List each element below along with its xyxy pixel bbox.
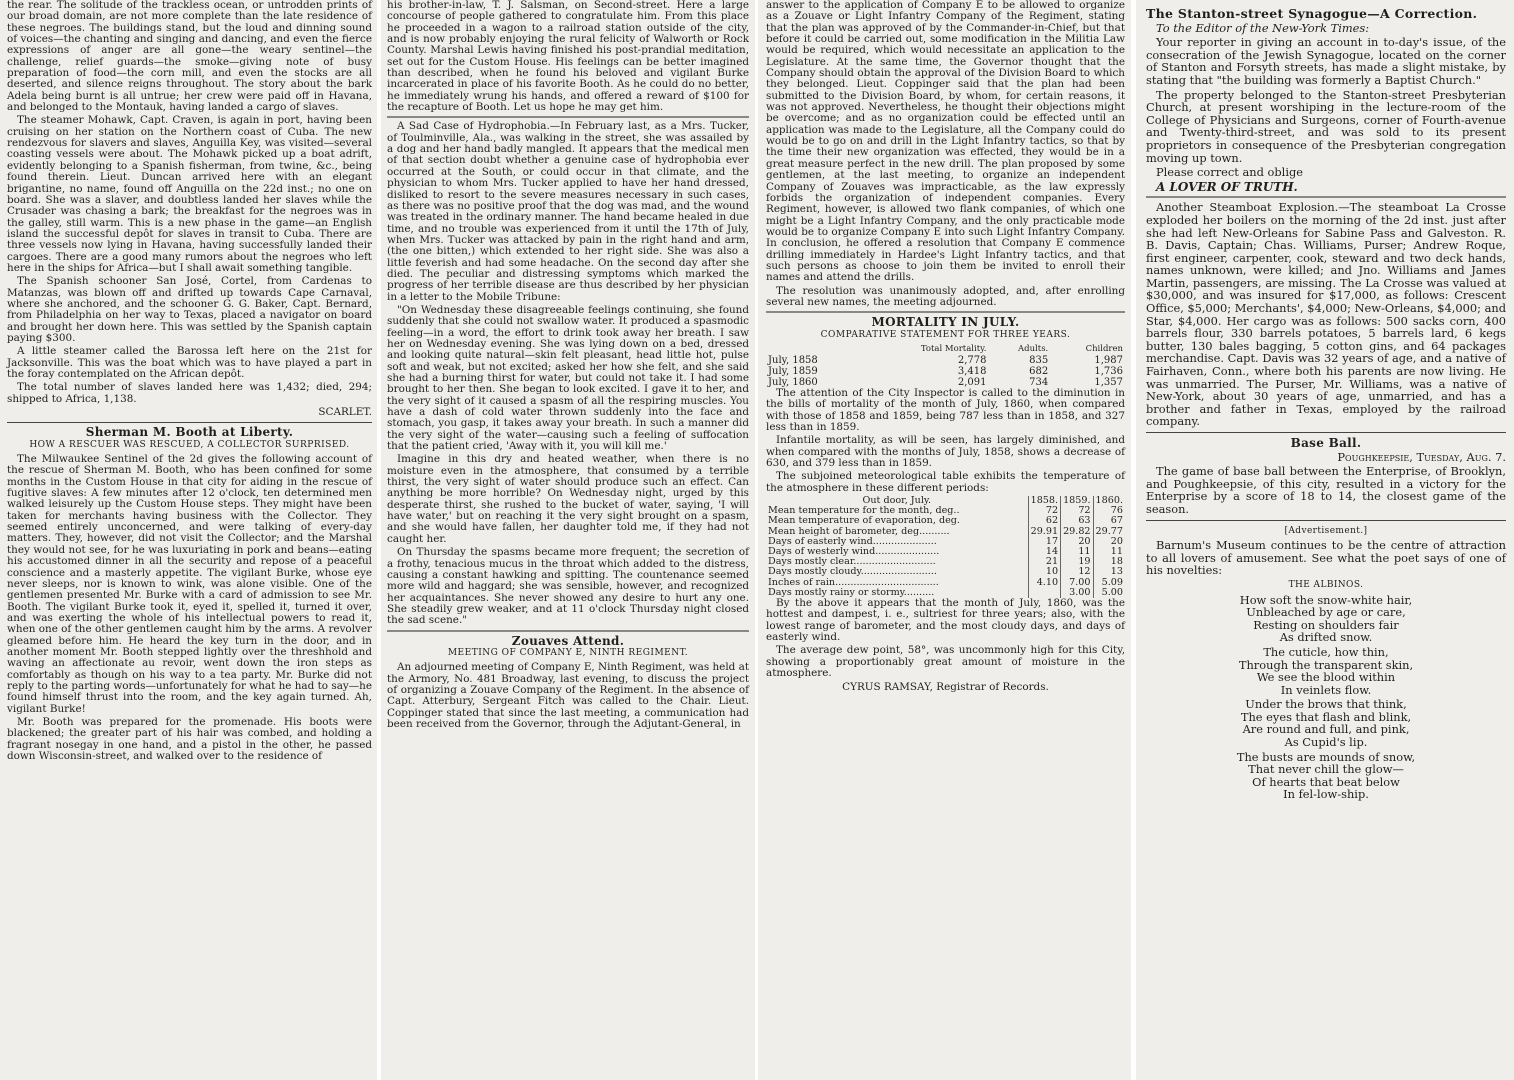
table-cell: 12 (1061, 567, 1093, 577)
table-header-cell: Adults. (1018, 343, 1049, 354)
poem-line: The busts are mounds of snow, (1236, 749, 1416, 764)
poem-line: We see the blood within (1256, 670, 1396, 685)
table-cell: Mean temperature for the month, deg.. (768, 505, 960, 517)
table-cell: 682 (1029, 365, 1049, 377)
table-cell: 29.91 (1028, 527, 1060, 537)
article-paragraph: The total number of slaves landed here was 1,432; died, 294; shipped to Africa, 1,138. (7, 381, 372, 405)
poem-stanza (1146, 751, 1506, 801)
article-paragraph: The attention of the City Inspector is called to the diminution in the bills of mortality of the month of July, 1860, when compared with those of 1858 and 1859, being 787 less than in 1858, and 327 less than in 1859. (766, 386, 1125, 433)
poem-stanza (1146, 646, 1506, 696)
table-header-cell: Out door, July. (862, 495, 932, 507)
table-cell: 62 (1028, 516, 1060, 526)
subheadline: COMPARATIVE STATEMENT FOR THREE YEARS. (820, 329, 1071, 340)
poem-line: How soft the snow-white hair, (1239, 592, 1413, 607)
advertisement-label: [Advertisement.] (1284, 525, 1368, 536)
table-cell: 17 (1028, 537, 1060, 547)
poem-line: Of hearts that beat below (1252, 774, 1400, 789)
table-cell: Days mostly cloudy......................... (768, 566, 937, 578)
table-cell: 72 (1028, 506, 1060, 516)
article-paragraph: "On Wednesday these disagreeable feelings continuing, she found suddenly that she could not swallow water. It produced a spasmodic feeling—in a word, the effort to drink took away her breath. I saw her on Wednesday evening. She was lying down on a bed, dressed and looking quite natural—skin felt pleasant, head little hot, pulse soft and weak, but not excited; asked her how she felt, and she said she had a burning thirst for water, but could not take it. I had some brought to her then. She began to look excited. I gave it to her, and the very sight of it caused a spasm of all the respiring muscles. You have a dash of cold water thrown suddenly into the face and stomach, you gasp, it takes away your breath. In such a manner did the very sight of the water—causing such a feeling of suffocation that the patient cried, 'Away with it, you will kill me.' (387, 303, 749, 453)
headline: Zouaves Attend. (511, 633, 625, 648)
headline: The Stanton-street Synagogue—A Correction. (1146, 6, 1478, 21)
table-cell: 18 (1093, 557, 1125, 567)
table-cell: 72 (1061, 506, 1093, 516)
subheadline: MEETING OF COMPANY E, NINTH REGIMENT. (447, 647, 689, 658)
article-paragraph: The game of base ball between the Enterprise, of Brooklyn, and Poughkeepsie, of this city, resulted in a victory for the Enterprise by a score of 18 to 14, the closest game of the season. (1146, 464, 1506, 516)
article-paragraph: A little steamer called the Barossa left here on the 21st for Jacksonville. This was the boat which was to have played a part in the foray contemplated on the African depôt. (7, 345, 372, 380)
table-row (766, 366, 1125, 377)
meteorological-table (766, 496, 1125, 598)
table-row (766, 355, 1125, 366)
table-cell: 1,736 (1094, 365, 1123, 377)
article-paragraph: A Sad Case of Hydrophobia.—In February last, as a Mrs. Tucker, of Toulminville, Ala., was walking in the street, she was assailed by a dog and her hand badly mangled. It appears that the medical men of that section doubt whether a genuine case of hydrophobia ever occurred at the South, or could occur in that climate, and the physician to whom Mrs. Tucker applied to have her hand dressed, disliked to resort to the severe measures necessary in such cases, as there was no positive proof that the dog was mad, and the wound was treated in the ordinary manner. The hand became healed in due time, and no trouble was experienced from it until the 17th of July, when Mrs. Tucker was attacked by pain in the right hand and arm, (the one bitten,) which extended to her right side. She was also a little feverish and had some headache. On the second day after she died. The peculiar and distressing symptoms which marked the progress of her terrible disease are thus described by her physician in a letter to the Mobile Tribune: (387, 120, 749, 303)
table-cell: 63 (1061, 516, 1093, 526)
table-cell: Mean height of barometer, deg.......... (768, 525, 950, 537)
poem-stanza (1146, 594, 1506, 644)
article-paragraph: the rear. The solitude of the trackless ocean, or untrodden prints of our broad domain, are not more complete than the late residence of these negroes. The buildings stand, but the loud and dinning sound of voices—the chanting and singing and dancing, and even the fierce expressions of anger are all gone—the weary sentinel—the challenge, relief guards—the smoke—giving note of busy preparation of food—the corn mill, and even the stocks are all deserted, and silence reigns throughout. The story about the bark Adela being burnt is all untrue; her crew were paid off in Havana, and belonged to the Montauk, having landed a cargo of slaves. (7, 0, 372, 114)
table-cell: 5.09 (1093, 578, 1125, 588)
poem-line: The eyes that flash and blink, (1240, 709, 1412, 724)
table-header-cell: 1860. (1093, 496, 1125, 506)
article-paragraph: The Milwaukee Sentinel of the 2d gives the following account of the rescue of Sherman M. Booth, who has been confined for some months in the Custom House in that city for aiding in the rescue of fugitive slaves: A few minutes after 12 o'clock, ten determined men walked leisurely up the Custom House steps. They might have been taken for merchants having business with the Collector. They seemed entirely unconcerned, and were talking of every-day matters. They, however, did not visit the Collector; and the Marshal they would not see, for he was luxuriating in pork and beans—eating his accustomed dinner in all the security and repose of a peaceful conscience and a masterly appetite. The vigilant Burke, whose eye never sleeps, nor is known to wink, was alone visible. One of the gentlemen presented Mr. Burke with a card of admission to see Mr. Booth. The vigilant Burke took it, eyed it, spelled it, turned it over, and was exerting the whole of his intellectual powers to read it, when one of the other gentlemen caught him by the arms. A revolver gleamed before him. He heard the key turn in the door, and in another moment Mr. Booth stepped lightly over the threshhold and waving an affectionate au revoir, went down the iron steps as comfortably as though on his way to a tea party. Mr. Burke did not reply to the parting words—unfortunately for what he had to say—he found himself thrust into the room, and the key again turned. Ah, vigilant Burke! (7, 453, 372, 715)
table-cell: 76 (1093, 506, 1125, 516)
article-paragraph: The subjoined meteorological table exhibits the temperature of the atmosphere in these different periods: (766, 470, 1125, 494)
table-cell: 3,418 (957, 365, 987, 377)
table-cell: Days of westerly wind..................... (768, 546, 940, 558)
table-cell: 7.00 (1061, 578, 1093, 588)
table-header-cell: 1858. (1028, 496, 1060, 506)
table-cell: July, 1860 (768, 376, 818, 388)
table-cell: Days mostly rainy or stormy.......... (768, 586, 935, 598)
poem-line: As Cupid's lip. (1284, 735, 1368, 750)
divider (1146, 520, 1506, 521)
poem-line: In veinlets flow. (1280, 682, 1372, 697)
poem-stanza (1146, 698, 1506, 748)
table-cell: 11 (1061, 547, 1093, 557)
table-cell: 2,091 (957, 376, 987, 388)
poem-line: In fel-low-ship. (1283, 787, 1369, 802)
table-cell: 1,357 (1094, 376, 1123, 388)
table-header-cell (766, 344, 863, 355)
article-paragraph: Another Steamboat Explosion.—The steamboat La Crosse exploded her boilers on the morning of the 2d inst. just after she had left New-Orleans for Sabine Pass and Galveston. R. B. Davis, Captain; Chas. Williams, Purser; Andrew Roque, first engineer, carpenter, cook, steward and two deck hands, names unknown, were killed; and Jno. Williams and James Martin, passengers, are missing. The La Crosse was valued at $30,000, and was insured for $17,000, as follows: Crescent Office, $5,000; Merchants', $4,000; New-Orleans, $4,000; and Star, $4,000. Her cargo was as follows: 500 sacks corn, 400 barrels flour, 330 barrels potatoes, 5 barrels lard, 6 kegs butter, 130 bales bagging, 5 cotton gins, and 64 packages merchandise. Capt. Davis was 32 years of age, and a native of Fairhaven, Conn., where both his parents are now living. He was unmarried. The Purser, Mr. Williams, was a native of New-York, about 30 years of age, unmarried, and has a brother and father in Texas, employed by the railroad company. (1146, 200, 1506, 429)
table-cell: 14 (1028, 547, 1060, 557)
table-header-cell: Children (1085, 343, 1123, 354)
article-paragraph: Barnum's Museum continues to be the centre of attraction to all lovers of amusement. See what the poet says of one of his novelties: (1146, 538, 1506, 578)
divider (1146, 432, 1506, 433)
article-paragraph: his brother-in-law, T. J. Salsman, on Second-street. Here a large concourse of people gathered to congratulate him. From this place he proceeded in a wagon to a railroad station outside of the city, and is now probably enjoying the rural felicity of Walworth or Rock County. Marshal Lewis having finished his post-prandial meditation, set out for the Custom House. His feelings can be better imagined than described, when he found his beloved and vigilant Burke incarcerated in place of his favorite Booth. As he could do no better, he immediately wrung his hands, and offered a reward of $100 for the recapture of Booth. Let us hope he may get him. (387, 0, 749, 114)
article-paragraph: The steamer Mohawk, Capt. Craven, is again in port, having been cruising on her station on the Northern coast of Cuba. The new rendezvous for slavers and slaves, Anguilla Key, was visited—several coasting vessels were about. The Mohawk picked up a boat adrift, evidently belonging to a Spanish fisherman, from twine, &c., being found therein. Lieut. Duncan arrived here with an elegant brigantine, no name, found off Anguilla on the 22d inst.; no one on board. She was a slaver, and doubtless landed her slaves while the Crusader was chasing a bark; the breakfast for the negroes was in the galley, still warm. This is a new phase in the game—an English island the successful depôt for slaves in transit to Cuba. There are three vessels now lying in Havana, having successfully landed their cargoes. There are a good many rumors about the negroes who left here in the ships for Africa—but I shall await something tangible. (7, 114, 372, 274)
poem-line: As drifted snow. (1279, 630, 1373, 645)
table-cell: 13 (1093, 567, 1125, 577)
poem-line: Unbleached by age or care, (1246, 605, 1406, 620)
article-paragraph: The average dew point, 58°, was uncommonly high for this City, showing a proportionably great amount of moisture in the atmosphere. (766, 644, 1125, 680)
poem-line: The cuticle, how thin, (1263, 644, 1389, 659)
table-cell: Inches of rain.................................. (768, 576, 939, 588)
mortality-table (766, 344, 1125, 388)
article-paragraph: By the above it appears that the month of July, 1860, was the hottest and dampest, i. e., sultriest for three years; also, with the lowest range of barometer, and the most cloudy days, and days of easterly wind. (766, 597, 1125, 644)
poem-line: Under the brows that think, (1245, 697, 1407, 712)
poem-line: That never chill the glow— (1248, 762, 1404, 777)
subheadline: HOW A RESCUER WAS RESCUED, A COLLECTOR SURPRISED. (29, 439, 350, 450)
column-4 (1136, 0, 1514, 1080)
table-cell: 11 (1093, 547, 1125, 557)
headline: Sherman M. Booth at Liberty. (85, 425, 294, 440)
table-header-cell: Total Mortality. (920, 343, 987, 354)
poem-line: Through the transparent skin, (1238, 657, 1414, 672)
divider (387, 116, 749, 118)
table-cell: 29.77 (1093, 527, 1125, 537)
article-paragraph: Infantile mortality, as will be seen, has largely diminished, and when compared with the months of July, 1858, shows a decrease of 630, and 379 less than in 1859. (766, 434, 1125, 470)
table-cell: 3.00 (1061, 588, 1093, 598)
poem-line: Resting on shoulders fair (1253, 617, 1399, 632)
divider (7, 422, 372, 423)
column-1 (0, 0, 377, 1080)
column-3 (758, 0, 1131, 1080)
article-paragraph: Your reporter in giving an account in to-day's issue, of the consecration of the Jewish Synagogue, located on the corner of Stanton and Forsyth streets, has made a slight mistake, by stating that "the building was formerly a Baptist Church." (1146, 35, 1506, 87)
table-cell: 67 (1093, 516, 1125, 526)
table-cell: Days of easterly wind..................... (768, 535, 937, 547)
table-cell: 20 (1061, 537, 1093, 547)
article-paragraph: An adjourned meeting of Company E, Ninth Regiment, was held at the Armory, No. 481 Broadway, last evening, to discuss the project of organizing a Zouave Company of the Regiment. In the absence of Capt. Atterbury, Sergeant Fitch was called to the Chair. Lieut. Coppinger stated that since the last meeting, a communication had been received from the Governor, through the Adjutant-General, in (387, 661, 749, 730)
table-cell: July, 1858 (768, 354, 818, 366)
signature: A LOVER OF TRUTH. (1156, 179, 1298, 194)
article-paragraph: Mr. Booth was prepared for the promenade. His boots were blackened; the greater part of his hair was combed, and holding a fragrant nosegay in one hand, and a pistol in the other, he passed down Wisconsin-street, and walked over to the residence of (7, 715, 372, 762)
table-cell: Days mostly clear........................... (768, 556, 936, 568)
article-paragraph: answer to the application of Company E to be allowed to organize as a Zouave or Light Infantry Company of the Regiment, stating that the plan was approved of by the Commander-in-Chief, but that before it could be carried out, some modification in the Militia Law would be required, which would necessitate an application to the Legislature. At the same time, the Governor thought that the Company should obtain the approval of the Division Board to which they belonged. Lieut. Coppinger said that the plan had been submitted to the Division Board, by whom, for certain reasons, it was not approved. Nevertheless, he thought their objections might be overcome; and as no organization could be effected until an application was made to the Legislature, all the Company could do would be to go on and drill in the Light Infantry tactics, so that by the time their new organization was effected, they would be in a great measure perfect in the new drill. The plan proposed by some gentlemen, at the last meeting, to organize an independent Company of Zouaves was impracticable, as the law expressly forbids the organization of independent companies. Every Regiment, however, is allowed two flank companies, of which one might be a Light Infantry Company, and the only practicable mode would be to organize Company E into such Light Infantry Company. In conclusion, he offered a resolution that Company E commence drilling immediately in Hardee's Light Infantry tactics, and that such persons as choose to join them be invited to enroll their names and attend the drills. (766, 0, 1125, 284)
table-cell: 835 (1029, 354, 1049, 366)
table-cell: 2,778 (957, 354, 987, 366)
article-paragraph: The property belonged to the Stanton-street Presbyterian Church, at present worshiping in the lecture-room of the College of Physicians and Surgeons, corner of Fourth-avenue and Twenty-third-street, and was sold to its present proprietors in consequence of the Presbyterian congregation moving up town. (1146, 87, 1506, 165)
poem-line: Are round and full, and pink, (1242, 722, 1410, 737)
table-cell: 734 (1029, 376, 1049, 388)
article-paragraph: Imagine in this dry and heated weather, when there is no moisture even in the atmosphere, that consumed by a terrible thirst, the very sight of water should produce such an effect. Can anything be more horrible? On Wednesday night, urged by this desperate thirst, she rushed to the bucket of water, saying, 'I will have water,' but on reaching it the very sight brought on a spasm, and she would have fallen, her daughter told me, if they had not caught her. (387, 453, 749, 545)
poem-title: THE ALBINOS. (1288, 579, 1364, 590)
table-cell: 29.82 (1061, 527, 1093, 537)
article-paragraph: The resolution was unanimously adopted, and, after enrolling several new names, the meeting adjourned. (766, 284, 1125, 308)
table-cell: Mean temperature of evaporation, deg. (768, 515, 960, 527)
headline: MORTALITY IN JULY. (871, 315, 1020, 330)
article-paragraph: Please correct and oblige (1156, 165, 1303, 180)
headline: Base Ball. (1290, 436, 1362, 450)
table-cell: July, 1859 (768, 365, 818, 377)
divider (766, 311, 1125, 313)
table-cell: 19 (1061, 557, 1093, 567)
salutation: To the Editor of the New-York Times: (1156, 20, 1370, 35)
table-cell: 20 (1093, 537, 1125, 547)
divider (387, 630, 749, 632)
table-cell: 21 (1028, 557, 1060, 567)
table-cell: 4.10 (1028, 578, 1060, 588)
table-header-cell: 1859. (1061, 496, 1093, 506)
table-cell: 5.00 (1093, 588, 1125, 598)
article-paragraph: The Spanish schooner San José, Cortel, from Cardenas to Matanzas, was blown off and drifted up towards Cape Carnaval, where she anchored, and the schooner G. G. Baker, Capt. Bernard, from Philadelphia on her way to Texas, placed a navigator on board and brought her down here. This was settled by the Spanish captain paying $300. (7, 275, 372, 344)
dateline: Poughkeepsie, Tuesday, Aug. 7. (1337, 449, 1506, 464)
table-header-row (766, 344, 1125, 355)
signature: SCARLET. (318, 406, 372, 419)
table-cell: 10 (1028, 567, 1060, 577)
column-2 (381, 0, 755, 1080)
table-cell: 1,987 (1094, 354, 1123, 366)
divider (1146, 196, 1506, 198)
article-paragraph: On Thursday the spasms became more frequent; the secretion of a frothy, tenacious mucus in the throat which added to the distress, causing a constant hawking and spitting. The countenance seemed more wild and haggard; she was sensible, however, and recognized her acquaintances. She never showed any desire to hurt any one. She steadily grew weaker, and at 11 o'clock Thursday night closed the sad scene." (387, 546, 749, 627)
signature: CYRUS RAMSAY, Registrar of Records. (842, 680, 1049, 693)
